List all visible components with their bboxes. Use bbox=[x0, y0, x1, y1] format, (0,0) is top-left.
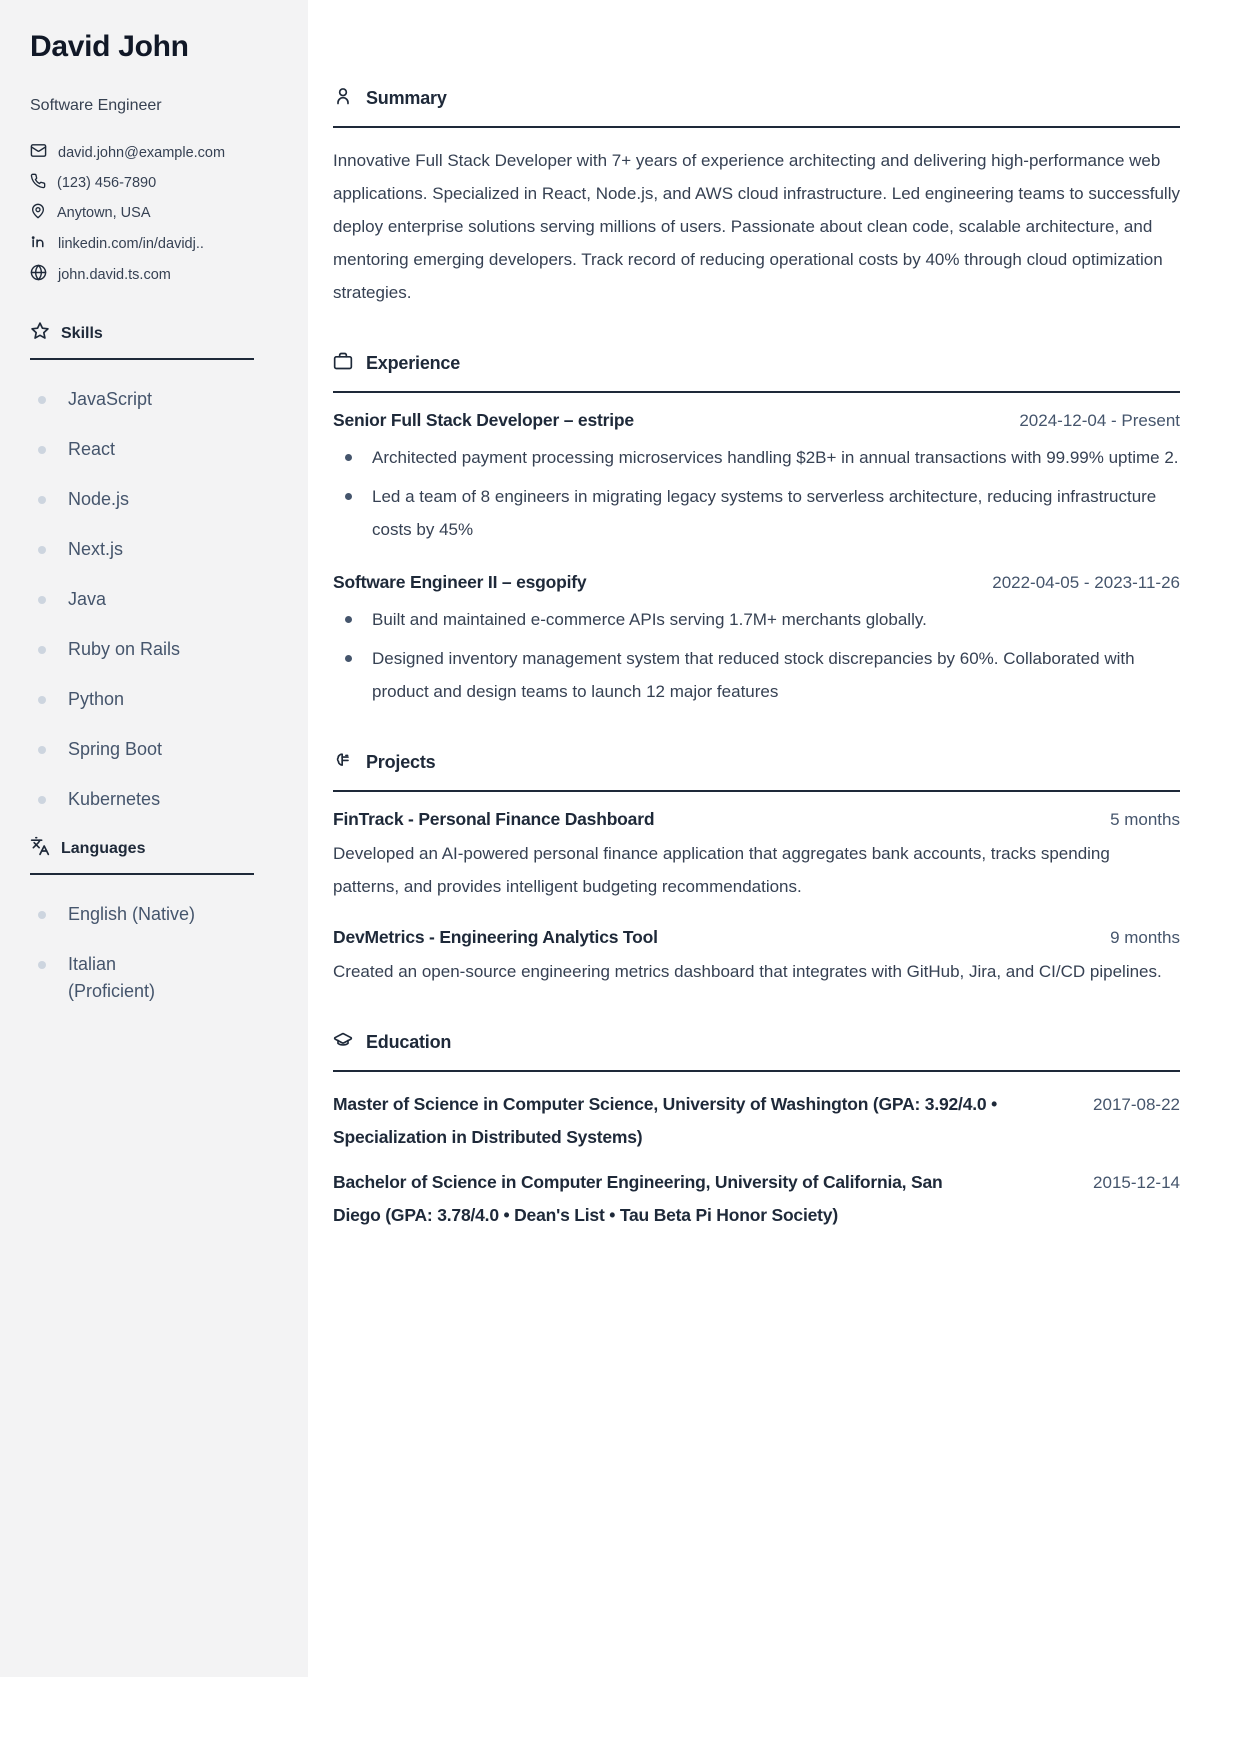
education-degree: Bachelor of Science in Computer Engineering, University of California, San Diego (GPA: 3.78/4.0 • Dean's List • Tau Beta Pi Honor Society) bbox=[333, 1172, 943, 1225]
map-pin-icon bbox=[30, 203, 46, 223]
languages-heading-label: Languages bbox=[61, 839, 146, 857]
languages-heading bbox=[30, 836, 254, 875]
contact-linkedin bbox=[30, 233, 254, 254]
skill-item: Java bbox=[30, 586, 215, 613]
mail-icon bbox=[30, 142, 47, 163]
skill-item: JavaScript bbox=[30, 386, 215, 413]
education-heading bbox=[333, 1030, 1180, 1072]
languages-section bbox=[30, 836, 254, 1005]
education-header bbox=[333, 1166, 1180, 1232]
sidebar bbox=[0, 0, 308, 1677]
education-section bbox=[333, 1030, 1180, 1232]
main-content bbox=[333, 0, 1180, 1274]
experience-section bbox=[333, 351, 1180, 708]
gear-fork-icon bbox=[333, 750, 353, 775]
language-item: Italian (Proficient) bbox=[30, 951, 180, 1005]
contact-linkedin-text: linkedin.com/in/davidj.. bbox=[58, 235, 204, 252]
experience-heading-label: Experience bbox=[366, 353, 461, 373]
project-description: Created an open-source engineering metrics dashboard that integrates with GitHub, Jira, and CI/CD pipelines. bbox=[333, 962, 1162, 981]
job-header bbox=[333, 410, 1180, 431]
job-bullets bbox=[333, 603, 1180, 708]
job-dates: 2024-12-04 - Present bbox=[1019, 411, 1180, 430]
education-header bbox=[333, 1088, 1180, 1154]
job-bullets bbox=[333, 441, 1180, 546]
summary-text: Innovative Full Stack Developer with 7+ years of experience architecting and delivering high-performance web applications. Specialized in React, Node.js, and AWS cloud infrastructure. Led engineering teams to successfully deploy enterprise solutions serving millions of users. Passionate about clean code, scalable architecture, and mentoring emerging developers. Track record of reducing operational costs by 40% through cloud optimization strategies. bbox=[333, 151, 1180, 302]
person-name: David John bbox=[30, 30, 189, 63]
project-entry bbox=[333, 927, 1180, 988]
contact-location-text: Anytown, USA bbox=[57, 205, 151, 221]
star-icon bbox=[30, 321, 50, 346]
skill-item: Next.js bbox=[30, 536, 215, 563]
project-header bbox=[333, 927, 1180, 948]
projects-heading bbox=[333, 750, 1180, 792]
summary-heading bbox=[333, 86, 1180, 128]
job-title: Senior Full Stack Developer – estripe bbox=[333, 410, 634, 430]
graduation-cap-icon bbox=[333, 1030, 353, 1055]
education-date: 2015-12-14 bbox=[1093, 1173, 1180, 1192]
project-header bbox=[333, 809, 1180, 830]
skill-item: React bbox=[30, 436, 215, 463]
skills-section bbox=[30, 321, 254, 813]
skill-item: Kubernetes bbox=[30, 786, 215, 813]
skill-item: Python bbox=[30, 686, 215, 713]
job-bullet: Led a team of 8 engineers in migrating legacy systems to serverless architecture, reducing infrastructure costs by 45% bbox=[333, 480, 1180, 546]
experience-heading bbox=[333, 351, 1180, 393]
phone-icon bbox=[30, 173, 46, 193]
globe-icon bbox=[30, 264, 47, 285]
projects-heading-label: Projects bbox=[366, 752, 436, 772]
job-bullet: Architected payment processing microservices handling $2B+ in annual transactions with 99.99% uptime 2. bbox=[333, 441, 1180, 474]
contact-phone-text: (123) 456-7890 bbox=[57, 175, 157, 191]
summary-heading-label: Summary bbox=[366, 88, 447, 108]
summary-section bbox=[333, 86, 1180, 309]
education-entry bbox=[333, 1088, 1180, 1154]
job-title: Software Engineer II – esgopify bbox=[333, 572, 587, 592]
skills-heading-label: Skills bbox=[61, 324, 103, 342]
skill-item: Spring Boot bbox=[30, 736, 215, 763]
job-bullet: Designed inventory management system that reduced stock discrepancies by 60%. Collaborated with product and design teams to launch 12 major features bbox=[333, 642, 1180, 708]
contact-phone bbox=[30, 173, 254, 193]
contact-website-text: john.david.ts.com bbox=[58, 266, 171, 283]
skills-heading bbox=[30, 321, 254, 360]
job-bullet: Built and maintained e-commerce APIs serving 1.7M+ merchants globally. bbox=[333, 603, 1180, 636]
linkedin-icon bbox=[30, 233, 47, 254]
job-dates: 2022-04-05 - 2023-11-26 bbox=[992, 573, 1180, 592]
languages-icon bbox=[30, 836, 50, 861]
languages-list bbox=[30, 901, 254, 1005]
job-entry bbox=[333, 410, 1180, 546]
contact-location bbox=[30, 203, 254, 223]
project-title: DevMetrics - Engineering Analytics Tool bbox=[333, 927, 658, 947]
contact-list bbox=[30, 142, 254, 285]
project-description: Developed an AI-powered personal finance application that aggregates bank accounts, tracks spending patterns, and provides intelligent budgeting recommendations. bbox=[333, 844, 1110, 896]
education-entry bbox=[333, 1166, 1180, 1232]
education-degree: Master of Science in Computer Science, University of Washington (GPA: 3.92/4.0 • Specialization in Distributed Systems) bbox=[333, 1094, 998, 1147]
contact-email bbox=[30, 142, 254, 163]
education-date: 2017-08-22 bbox=[1093, 1095, 1180, 1114]
user-icon bbox=[333, 86, 353, 111]
contact-email-text: david.john@example.com bbox=[58, 144, 226, 161]
skill-item: Node.js bbox=[30, 486, 215, 513]
contact-website bbox=[30, 264, 254, 285]
language-item: English (Native) bbox=[30, 901, 215, 928]
education-heading-label: Education bbox=[366, 1032, 452, 1052]
project-duration: 5 months bbox=[1110, 810, 1180, 829]
projects-section bbox=[333, 750, 1180, 988]
skills-list bbox=[30, 386, 254, 813]
project-duration: 9 months bbox=[1110, 928, 1180, 947]
briefcase-icon bbox=[333, 351, 353, 376]
job-entry bbox=[333, 572, 1180, 708]
project-title: FinTrack - Personal Finance Dashboard bbox=[333, 809, 655, 829]
person-job-title: Software Engineer bbox=[30, 97, 162, 114]
job-header bbox=[333, 572, 1180, 593]
skill-item: Ruby on Rails bbox=[30, 636, 215, 663]
project-entry bbox=[333, 809, 1180, 903]
